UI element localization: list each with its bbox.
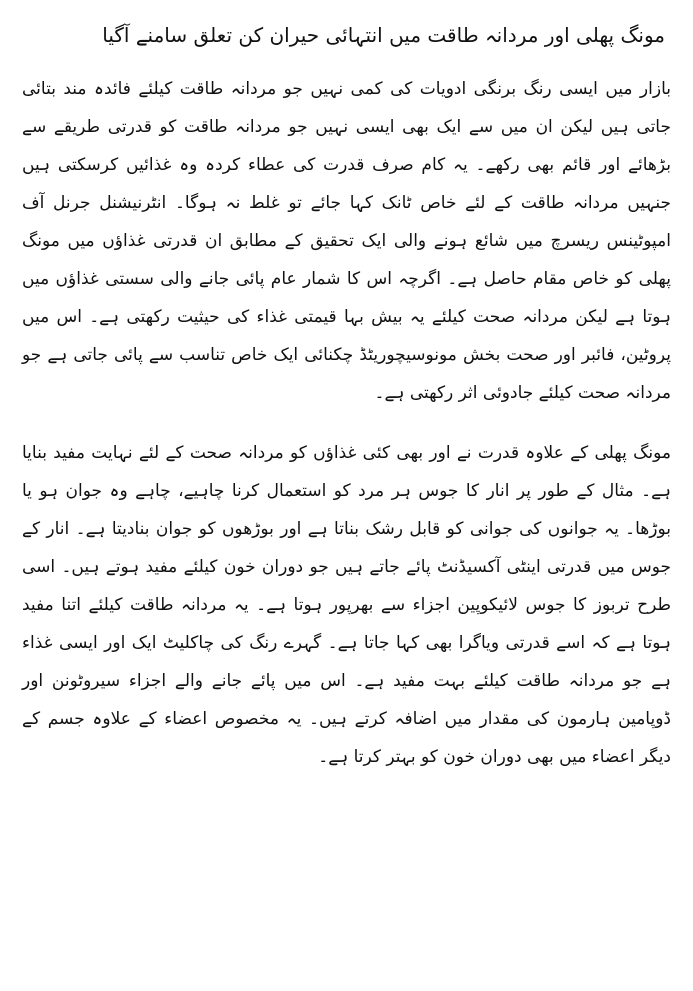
article-paragraph-1: بازار میں ایسی رنگ برنگی ادویات کی کمی نہیں جو مردانہ طاقت کیلئے فائدہ مند بتائی جاتی ہیں لیکن ان میں سے ایک بھی ایسی نہیں جو مردانہ طاقت کو قدرتی طریقے سے بڑھائے اور قائم بھی رکھے۔ یہ کام صرف قدرت کی عطاء کردہ وہ غذائیں کرسکتی ہیں جنہیں مردانہ طاقت کے لئے خاص ٹانک کہا جائے تو غلط نہ ہوگا۔ انٹرنیشنل جرنل آف امپوٹینس ریسرچ میں شائع ہونے والی ایک تحقیق کے مطابق ان قدرتی غذاؤں میں مونگ پھلی کو خاص مقام حاصل ہے۔ اگرچہ اس کا شمار عام پائی جانے والی سستی غذاؤں میں ہوتا ہے لیکن مردانہ صحت کیلئے یہ بیش بہا قیمتی غذاء کی حیثیت رکھتی ہے۔ اس میں پروٹین، فائبر اور صحت بخش مونوسیچوریٹڈ چکنائی ایک خاص تناسب سے پائی جاتی ہے جو مردانہ صحت کیلئے جادوئی اثر رکھتی ہے۔ <box>22 79 671 403</box>
article-title: مونگ پھلی اور مردانہ طاقت میں انتہائی حیران کن تعلق سامنے آگیا <box>102 23 665 47</box>
article-paragraph-2: مونگ پھلی کے علاوہ قدرت نے اور بھی کئی غذاؤں کو مردانہ صحت کے لئے نہایت مفید بنایا ہے۔ مثال کے طور پر انار کا جوس ہر مرد کو استعمال کرنا چاہیے، چاہے وہ جوان ہو یا بوڑھا۔ یہ جوانوں کی جوانی کو قابل رشک بناتا ہے اور بوڑھوں کو جوان بنادیتا ہے۔ انار کے جوس میں قدرتی اینٹی آکسیڈنٹ پائے جاتے ہیں جو دوران خون کیلئے مفید ہوتے ہیں۔ اسی طرح تربوز کا جوس لائیکوپین اجزاء سے بھرپور ہوتا ہے۔ یہ مردانہ طاقت کیلئے اتنا مفید ہوتا ہے کہ اسے قدرتی ویاگرا بھی کہا جاتا ہے۔ گہرے رنگ کی چاکلیٹ ایک اور ایسی غذاء ہے جو مردانہ طاقت کیلئے بہت مفید ہے۔ اس میں پائے جانے والے اجزاء سیروٹونن اور ڈوپامین ہارمون کی مقدار میں اضافہ کرتے ہیں۔ یہ مخصوص اعضاء کے علاوہ جسم کے دیگر اعضاء میں بھی دوران خون کو بہتر کرتا ہے۔ <box>22 443 671 767</box>
